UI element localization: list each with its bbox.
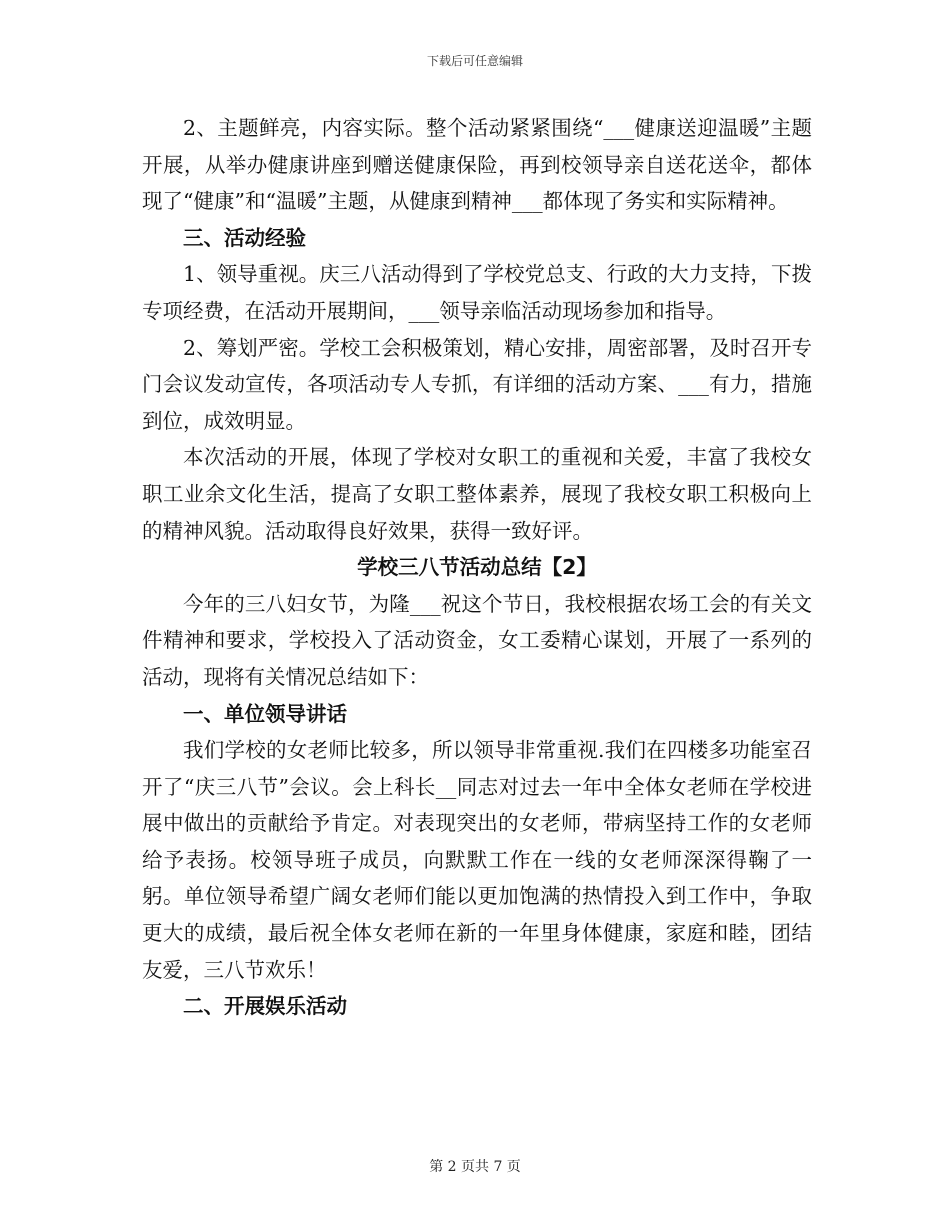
paragraph-leadership: 1、领导重视。庆三八活动得到了学校党总支、行政的大力支持，下拨专项经费，在活动开展期间，___领导亲临活动现场参加和指导。	[142, 262, 812, 323]
page-header: 下载后可任意编辑	[426, 54, 523, 68]
paragraph-intro: 今年的三八妇女节，为隆___祝这个节日，我校根据农场工会的有关文件精神和要求，学校投入了活动资金，女工委精心谋划，开展了一系列的活动，现将有关情况总结如下：	[142, 591, 812, 689]
paragraph-conclusion: 本次活动的开展，体现了学校对女职工的重视和关爱，丰富了我校女职工业余文化生活，提高了女职工整体素养，展现了我校女职工积极向上的精神风貌。活动取得良好效果，获得一致好评。	[142, 445, 812, 543]
section-title: 学校三八节活动总结【2】	[357, 555, 597, 580]
heading-activity-experience: 三、活动经验	[183, 225, 306, 250]
paragraph-planning: 2、筹划严密。学校工会积极策划，精心安排，周密部署，及时召开专门会议发动宣传，各项活动专人专抓，有详细的活动方案、___有力，措施到位，成效明显。	[142, 335, 812, 433]
document-body	[142, 110, 812, 1025]
heading-leader-speech: 一、单位领导讲话	[183, 701, 347, 726]
paragraph-speech: 我们学校的女老师比较多，所以领导非常重视.我们在四楼多功能室召开了“庆三八节”会议。会上科长__同志对过去一年中全体女老师在学校进展中做出的贡献给予肯定。对表现突出的女老师，带病坚持工作的女老师给予表扬。校领导班子成员，向默默工作在一线的女老师深深得鞠了一躬。单位领导希望广阔女老师们能以更加饱满的热情投入到工作中，争取更大的成绩，最后祝全体女老师在新的一年里身体健康，家庭和睦，团结友爱，三八节欢乐！	[142, 738, 812, 982]
heading-entertainment: 二、开展娱乐活动	[183, 994, 347, 1019]
page-footer: 第 2 页共 7 页	[429, 1159, 521, 1175]
paragraph-theme: 2、主题鲜亮，内容实际。整个活动紧紧围绕“___健康送迎温暖”主题开展，从举办健康讲座到赠送健康保险，再到校领导亲自送花送伞，都体现了“健康”和“温暖”主题，从健康到精神___都体现了务实和实际精神。	[142, 116, 812, 214]
